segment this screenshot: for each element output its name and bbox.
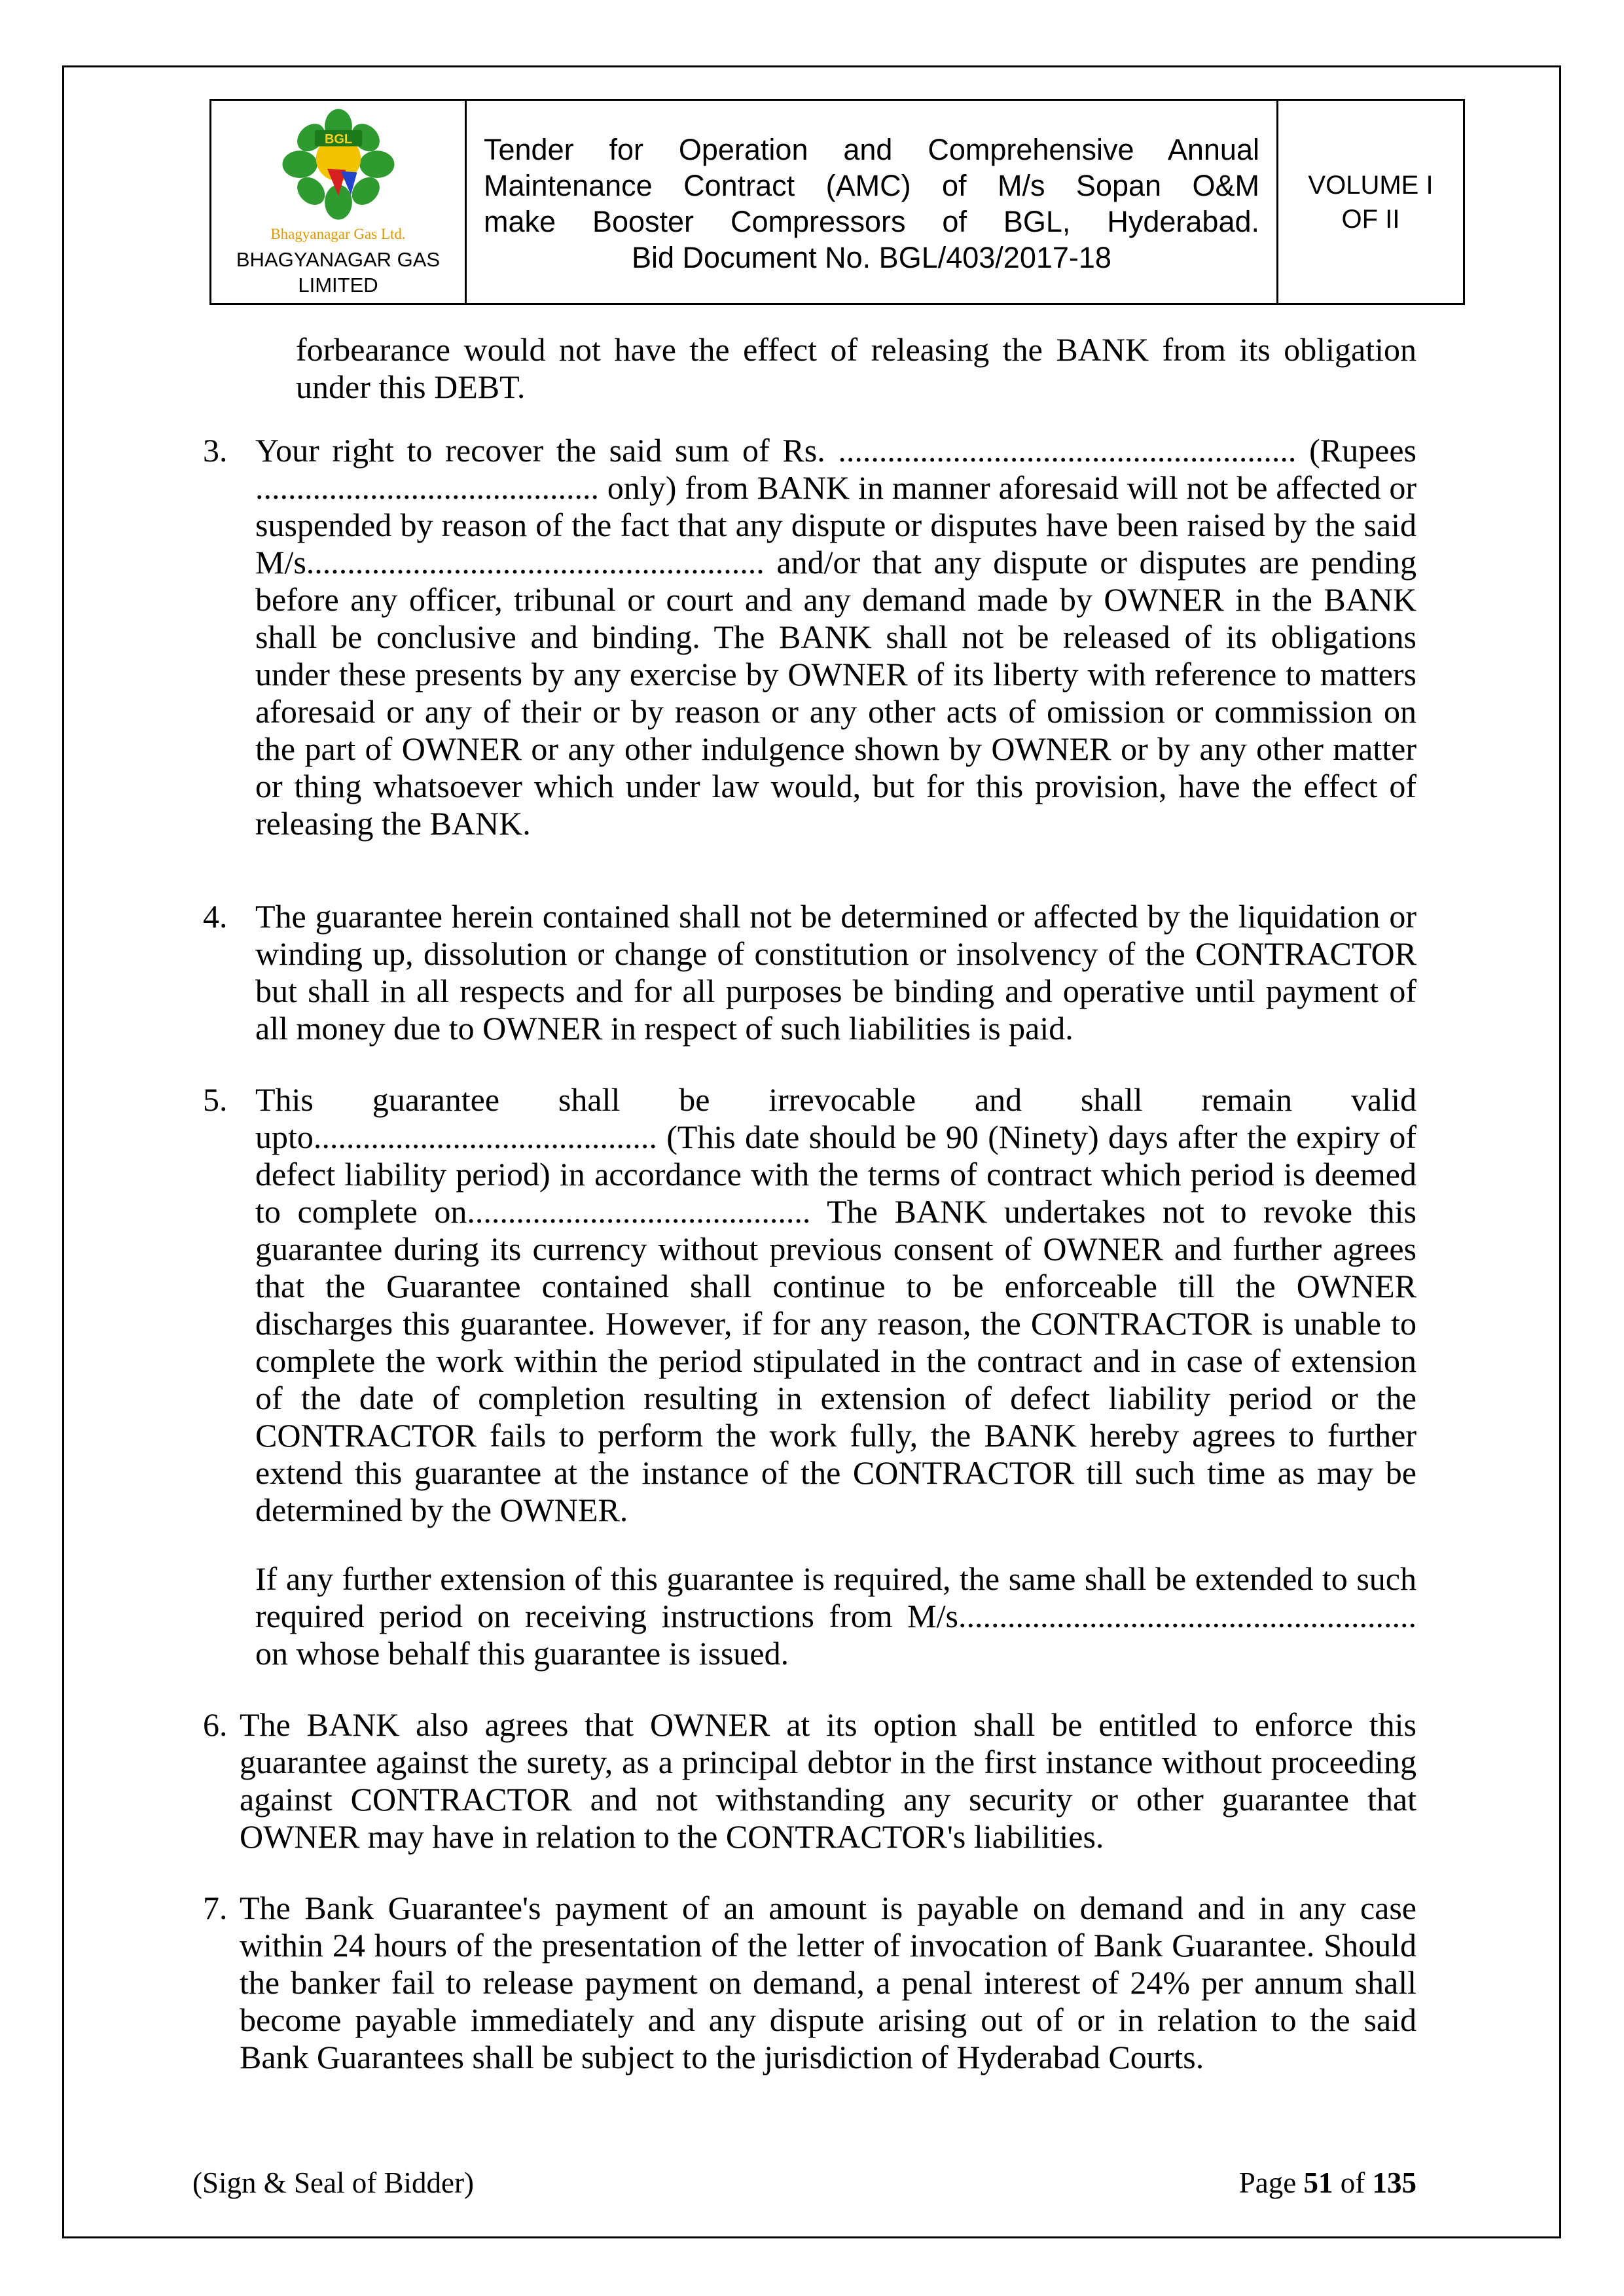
volume-line-2: OF II: [1341, 204, 1400, 234]
header-title-line-2: Maintenance Contract (AMC) of M/s Sopan O&M: [484, 168, 1259, 202]
org-name: [217, 247, 460, 298]
page-total: 135: [1372, 2166, 1416, 2199]
page-indicator: [1239, 2166, 1416, 2200]
of-label: of: [1340, 2166, 1365, 2199]
document-header: [209, 99, 1465, 305]
header-bid-doc-no: Bid Document No. BGL/403/2017-18: [632, 240, 1111, 274]
page-footer: [64, 2166, 1559, 2236]
list-item-3: [203, 432, 1416, 842]
sign-seal-label: (Sign & Seal of Bidder): [192, 2166, 474, 2199]
list-item-4: [203, 898, 1416, 1047]
item-number: 5.: [203, 1081, 228, 1118]
header-title-cell: [466, 100, 1278, 304]
intro-paragraph: forbearance would not have the effect of releasing the BANK from its obligation under this DEBT.: [296, 331, 1416, 405]
list-item-5: [203, 1081, 1416, 1672]
volume-line-1: VOLUME I: [1308, 170, 1434, 200]
header-title-line-1: Tender for Operation and Comprehensive Annual: [484, 132, 1259, 166]
header-title-line-3: make Booster Compressors of BGL, Hyderabad.: [484, 204, 1259, 238]
item-7-paragraph: The Bank Guarantee's payment of an amount is payable on demand and in any case within 24 hours of the presentation of the letter of invocation of Bank Guarantee. Should the banker fail to release payment on demand, a penal interest of 24% per annum shall become payable immediately and any dispute arising out of or in relation to the said Bank Guarantees shall be subject to the jurisdiction of Hyderabad Courts.: [240, 1890, 1416, 2075]
org-name-line1: BHAGYANAGAR GAS: [236, 248, 441, 271]
item-5-paragraph-1: This guarantee shall be irrevocable and shall remain valid upto.......................................... (This date should be 90 (Ninety) days after the expiry of defect liability period) in accordance with the terms of contract which period is deemed to complete on.......................................... The BANK undertakes not to revoke this guarantee during its currency without previous consent of OWNER and further agrees that the Guarantee contained shall continue to be enforceable till the OWNER discharges this guarantee. However, if for any reason, the CONTRACTOR is unable to complete the work within the period stipulated in the contract and in case of extension of the date of completion resulting in extension of defect liability period or the CONTRACTOR fails to perform the work fully, the BANK hereby agrees to further extend this guarantee at the instance of the CONTRACTOR till such time as may be determined by the OWNER.: [255, 1081, 1416, 1528]
item-4-paragraph: The guarantee herein contained shall not be determined or affected by the liquidation or winding up, dissolution or change of constitution or insolvency of the CONTRACTOR but shall in all respects and for all purposes be binding and operative until payment of all money due to OWNER in respect of such liabilities is paid.: [255, 898, 1416, 1047]
list-item-6: [203, 1706, 1416, 1856]
item-number: 4.: [203, 898, 228, 935]
page-frame: [62, 65, 1561, 2238]
list-item-7: [203, 1890, 1416, 2076]
org-name-line2: LIMITED: [298, 274, 378, 296]
item-number: 6.: [203, 1706, 228, 1743]
item-text: [240, 1890, 1416, 2076]
item-text: [255, 1081, 1416, 1672]
bgl-logo-icon: [276, 109, 401, 221]
item-3-paragraph: Your right to recover the said sum of Rs. ........................................................ (Rupees .......................................... only) from BANK in manner aforesaid will not be affected or suspended by reason of the fact that any dispute or disputes have been raised by the said M/s........................................................ and/or that any dispute or disputes are pending before any officer, tribunal or court and any demand made by OWNER in the BANK shall be conclusive and binding. The BANK shall not be released of its obligations under these presents by any exercise by OWNER of its liberty with reference to matters aforesaid or any of their or by reason or any other acts of omission or commission on the part of OWNER or any other indulgence shown by OWNER or by any other matter or thing whatsoever which under law would, but for this provision, have the effect of releasing the BANK.: [255, 432, 1416, 842]
item-6-paragraph: The BANK also agrees that OWNER at its option shall be entitled to enforce this guarantee against the surety, as a principal debtor in the first instance without proceeding against CONTRACTOR and not withstanding any security or other guarantee that OWNER may have in relation to the CONTRACTOR's liabilities.: [240, 1706, 1416, 1855]
header-logo-cell: [211, 100, 466, 304]
item-text: [255, 432, 1416, 842]
item-5-paragraph-2: If any further extension of this guarantee is required, the same shall be extended to such required period on receiving instructions from M/s........................................................ on whose behalf this guarantee is issued.: [255, 1560, 1416, 1672]
item-text: [240, 1706, 1416, 1856]
header-volume-cell: [1278, 100, 1464, 304]
bgl-logo-acronym: BGL: [324, 132, 352, 147]
item-text: [255, 898, 1416, 1047]
document-body: [64, 305, 1559, 2110]
page-number: 51: [1303, 2166, 1333, 2199]
logo-caption: Bhagyanagar Gas Ltd.: [270, 226, 406, 242]
item-number: 7.: [203, 1890, 228, 1926]
page-label: Page: [1238, 2166, 1297, 2199]
item-number: 3.: [203, 432, 228, 469]
